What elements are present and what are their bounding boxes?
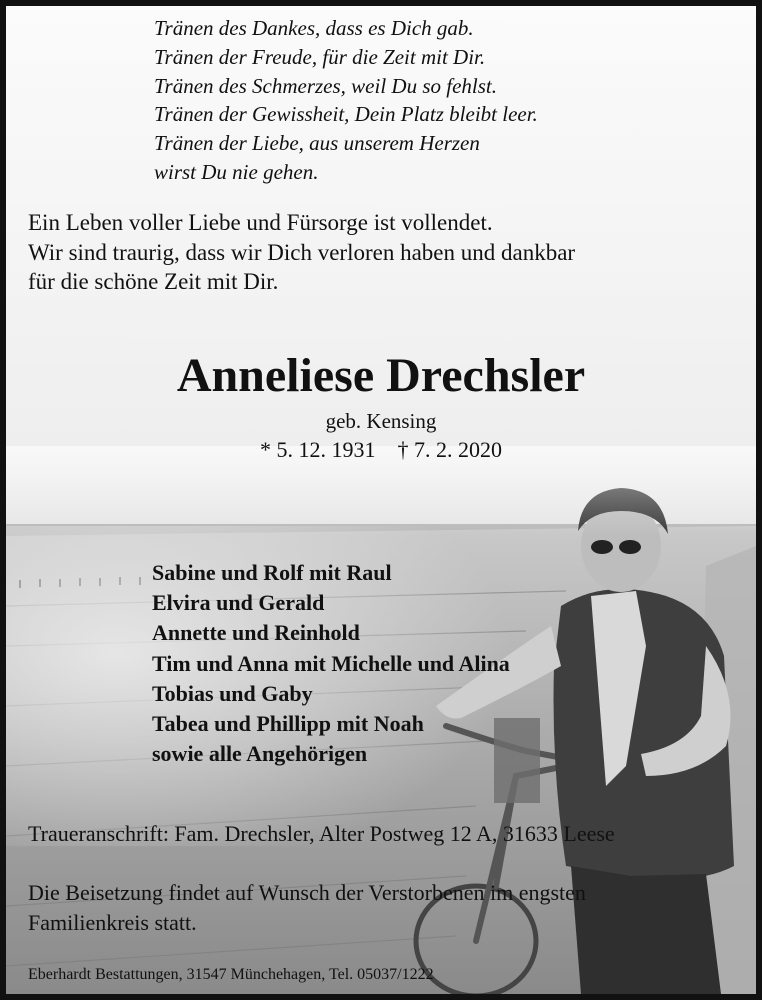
life-dates: * 5. 12. 1931 † 7. 2. 2020	[260, 437, 502, 462]
mourners-list	[152, 558, 510, 769]
poem	[154, 14, 538, 187]
poem-line: Tränen des Dankes, dass es Dich gab.	[154, 16, 474, 40]
burial-notice	[28, 878, 586, 938]
burial-line: Familienkreis statt.	[28, 910, 197, 935]
mourner-entry: Sabine und Rolf mit Raul	[152, 560, 392, 585]
mourner-entry: sowie alle Angehörigen	[152, 741, 368, 767]
poem-line: Tränen des Schmerzes, weil Du so fehlst.	[154, 73, 497, 98]
intro-text	[28, 208, 575, 297]
poem-line: Tränen der Freude, für die Zeit mit Dir.	[154, 44, 486, 69]
intro-line: Ein Leben voller Liebe und Fürsorge ist vollendet.	[28, 210, 493, 235]
mourner-entry: Tim und Anna mit Michelle und Alina	[152, 650, 510, 676]
mourner-entry: Annette und Reinhold	[152, 620, 360, 646]
undertaker-info: Eberhardt Bestattungen, 31547 Münchehagen, Tel. 05037/1222	[28, 966, 434, 983]
poem-line: Tränen der Liebe, aus unserem Herzen	[154, 131, 480, 156]
intro-line: für die schöne Zeit mit Dir.	[28, 269, 279, 294]
maiden-name: geb. Kensing	[325, 409, 437, 433]
deceased-name: Anneliese Drechsler	[176, 349, 586, 402]
mourning-address: Traueranschrift: Fam. Drechsler, Alter Postweg 12 A, 31633 Leese	[28, 821, 615, 846]
mourner-entry: Elvira und Gerald	[152, 590, 325, 616]
burial-line: Die Beisetzung findet auf Wunsch der Verstorbenen im engsten	[28, 880, 586, 905]
intro-line: Wir sind traurig, dass wir Dich verloren haben und dankbar	[28, 239, 576, 265]
mourner-entry: Tobias und Gaby	[152, 680, 313, 706]
poem-line: Tränen der Gewissheit, Dein Platz bleibt leer.	[154, 102, 538, 127]
mourner-entry: Tabea und Phillipp mit Noah	[152, 711, 424, 737]
poem-line: wirst Du nie gehen.	[154, 159, 319, 184]
